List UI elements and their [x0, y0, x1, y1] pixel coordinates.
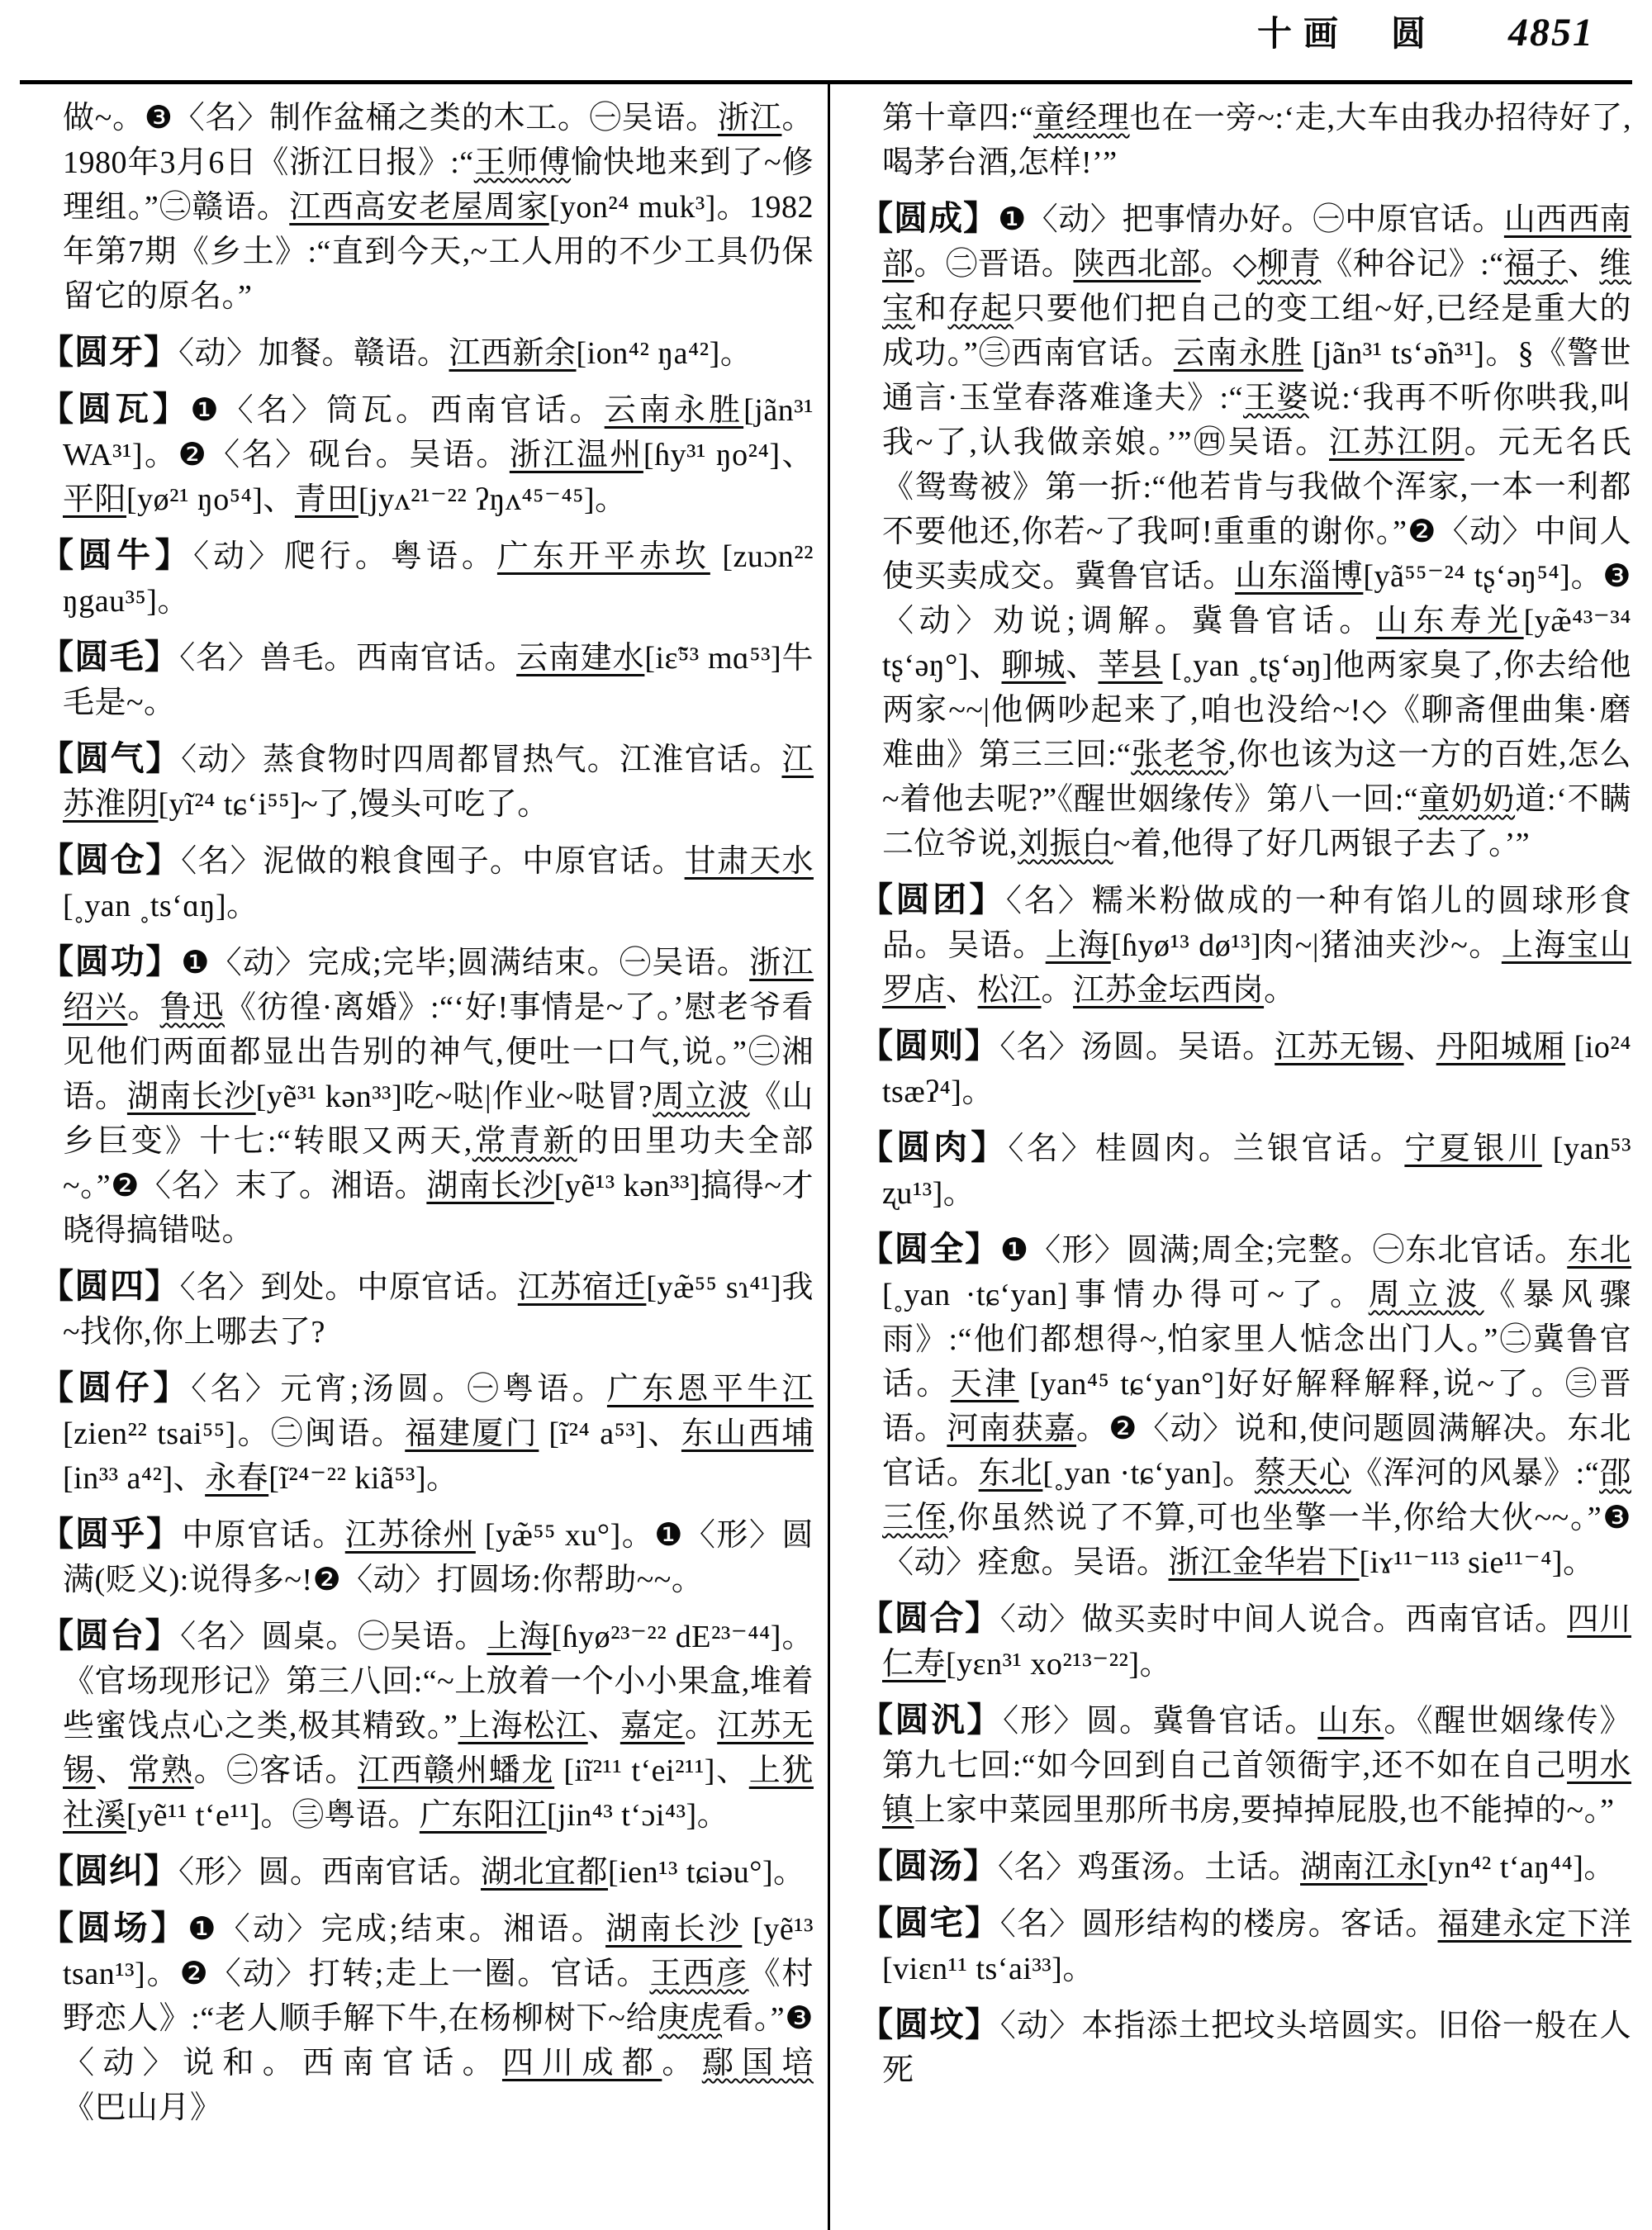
proper-name: 王师傅: [473, 145, 572, 180]
dictionary-entry: 【圆牛】〈动〉爬行。粤语。广东开平赤坎 [zuɔn²² ŋgau³⁵]。: [40, 536, 814, 619]
place-name: 上海: [1045, 928, 1111, 963]
entry-headword: 【圆汤】: [859, 1847, 998, 1885]
place-name: 嘉定: [620, 1709, 686, 1744]
dictionary-entry: 【圆仓】〈名〉泥做的粮食囤子。中原官话。甘肃天水[˳yan ˳ts‘ɑŋ]。: [40, 841, 814, 923]
place-name: 东北: [1567, 1233, 1632, 1268]
entry-headword: 【圆坟】: [859, 2005, 1000, 2043]
entry-headword: 【圆瓦】: [40, 390, 191, 428]
place-name: 常熟: [128, 1753, 194, 1788]
left-column: [40, 96, 814, 2141]
place-name: 江苏徐州: [344, 1518, 476, 1553]
entry-headword: 【圆宅】: [859, 1904, 1000, 1942]
proper-name: 存起: [947, 292, 1014, 326]
entry-headword: 【圆团】: [859, 880, 1006, 918]
place-name: 山西西南部: [882, 202, 1631, 282]
dictionary-entry: 【圆则】〈名〉汤圆。吴语。江苏无锡、丹阳城厢 [io²⁴ tsæʔ⁴]。: [859, 1027, 1631, 1109]
place-name: 甘肃天水: [684, 844, 814, 879]
place-name: 陕西北部: [1073, 247, 1201, 282]
place-name: 福建永定下洋: [1437, 1907, 1631, 1942]
place-name: 江苏江阴: [1329, 425, 1464, 460]
place-name: 广东开平赤坎: [496, 539, 710, 574]
proper-name: 常青新: [472, 1124, 577, 1159]
dictionary-entry: 【圆全】❶〈形〉圆满;周全;完整。㊀东北官话。东北[˳yan ·tɕ‘yan]事情办得可~了。周立波《暴风骤雨》:“他们都想得~,怕家里人惦念出门人。”㊁冀鲁官话。天津 [yan⁴⁵ tɕ‘yan°]好好解释解释,说~了。㊂晋语。河南获嘉。❷〈动〉说和,使问题圆满解决。东北官话。东北[˳yan ·tɕ‘yan]。蔡天心《浑河的风暴》:“邵三侄,你虽然说了不算,可也坐擎一半,你给大伙~~。”❸〈动〉痊愈。吴语。浙江金华岩下[iɤ¹¹⁻¹¹³ sie¹¹⁻⁴]。: [859, 1230, 1632, 1580]
dictionary-entry: 【圆汎】〈形〉圆。冀鲁官话。山东。《醒世姻缘传》第九七回:“如今回到自己首领衙宇,还不如在自己明水镇上家中菜园里那所书房,要掉掉屁股,也不能掉的~。”: [859, 1701, 1631, 1828]
header-stroke-section: 十画: [1256, 16, 1350, 54]
proper-name: 刘振白: [1018, 827, 1113, 861]
place-name: 湖南长沙: [605, 1912, 743, 1947]
entry-headword: 【圆仓】: [40, 841, 182, 879]
entry-headword: 【圆合】: [859, 1599, 1000, 1637]
place-name: 河南获嘉: [947, 1412, 1077, 1446]
dictionary-entry: 【圆肉】〈名〉桂圆肉。兰银官话。宁夏银川 [yan⁵³ ʐu¹³]。: [859, 1128, 1631, 1211]
header-rule: [20, 80, 1632, 84]
place-name: 平阳: [63, 482, 127, 517]
place-name: 东北: [978, 1456, 1043, 1491]
dictionary-entry: 【圆坟】〈动〉本指添土把坟头培圆实。旧俗一般在人死: [859, 2005, 1631, 2088]
entry-headword: 【圆四】: [40, 1267, 180, 1305]
entry-continuation: 第十章四:“童经理也在一旁~:‘走,大车由我办招待好了,喝茅台酒,怎样!’”: [882, 101, 1631, 180]
header-character: 圆: [1390, 16, 1426, 54]
place-name: 江西赣州蟠龙: [358, 1753, 555, 1788]
entry-headword: 【圆气】: [40, 739, 182, 777]
place-name: 湖北宜都: [481, 1855, 609, 1890]
place-name: 莘县: [1098, 648, 1163, 683]
page-number: 4851: [1508, 11, 1594, 55]
place-name: 青田: [294, 482, 358, 517]
proper-name: 鲁迅: [159, 990, 225, 1025]
proper-name: 王婆: [1242, 381, 1309, 415]
page-header: [0, 7, 1594, 56]
dictionary-entry: 【圆气】〈动〉蒸食物时四周都冒热气。江淮官话。江苏淮阴[yĩ²⁴ tɕ‘i⁵⁵]~了,馒头可吃了。: [40, 739, 814, 822]
place-name: 宁夏银川: [1404, 1132, 1542, 1166]
place-name: 山东: [1317, 1704, 1384, 1739]
place-name: 山东寿光: [1375, 604, 1524, 638]
place-name: 江苏无锡: [1275, 1030, 1404, 1065]
place-name: 上犹社溪: [63, 1753, 814, 1833]
proper-name: 蔡天心: [1254, 1456, 1351, 1491]
column-divider: [828, 84, 830, 2230]
place-name: 天津: [950, 1367, 1019, 1402]
proper-name: 王西彦: [649, 1957, 749, 1991]
place-name: 上海: [487, 1620, 552, 1654]
dictionary-entry: 【圆毛】〈名〉兽毛。西南官话。云南建水[iɛ̃⁵³ mɑ⁵³]牛毛是~。: [40, 638, 814, 720]
place-name: 明水镇: [882, 1748, 1631, 1828]
entry-headword: 【圆仔】: [40, 1369, 192, 1407]
entry-headword: 【圆成】: [859, 199, 999, 237]
place-name: 云南永胜: [604, 393, 744, 428]
entry-headword: 【圆纠】: [40, 1852, 178, 1890]
dictionary-entry: 【圆功】❶〈动〉完成;完毕;圆满结束。㊀吴语。浙江绍兴。鲁迅《彷徨·离婚》:“‘好!事情是~了。’慰老爷看见他们两面都显出告别的神气,便吐一口气,说。”㊁湘语。湖南长沙[yẽ³¹ kən³³]吃~哒|作业~哒冒?周立波《山乡巨变》十七:“转眼又两天,常青新的田里功夫全部~。”❷〈名〉末了。湘语。湖南长沙[yẽ¹³ kən³³]搞得~才晓得搞错哒。: [40, 942, 814, 1248]
place-name: 云南建水: [516, 641, 645, 676]
proper-name: 维宝: [882, 247, 1631, 326]
dictionary-entry: 【圆宅】〈名〉圆形结构的楼房。客话。福建永定下洋[viɛn¹¹ ts‘ai³³]。: [859, 1904, 1631, 1986]
dictionary-entry: 【圆成】❶〈动〉把事情办好。㊀中原官话。山西西南部。㊁晋语。陕西北部。◇柳青《种谷记》:“福子、维宝和存起只要他们把自己的变工组~好,已经是重大的成功。”㊂西南官话。云南永胜 [jãn³¹ ts‘ə̃n³¹]。§《警世通言·玉堂春落难逢夫》:“王婆说:‘我再不听你哄我,叫我~了,认我做亲娘。’”㊃吴语。江苏江阴。元无名氏《鸳鸯被》第一折:“他若肯与我做个浑家,一本一利都不要他还,你若~了我呵!重重的谢你。”❷〈动〉中间人使买卖成交。冀鲁官话。山东淄博[yã⁵⁵⁻²⁴ tʂ‘əŋ⁵⁴]。❸〈动〉劝说;调解。冀鲁官话。山东寿光[yæ̃⁴³⁻³⁴ tʂ‘əŋ°]、聊城、莘县 [˳yan ˳tʂ‘əŋ]他两家臭了,你去给他两家~~|他俩吵起来了,咱也没给~!◇《聊斋俚曲集·磨难曲》第三三回:“张老爷,你也该为这一方的百姓,怎么~着他去呢?”《醒世姻缘传》第八一回:“童奶奶道:‘不瞒二位爷说,刘振白~着,他得了好几两银子去了。’”: [859, 199, 1631, 861]
proper-name: 柳青: [1257, 247, 1322, 282]
place-name: 江苏无锡: [63, 1709, 814, 1788]
dictionary-entry: 【圆合】〈动〉做买卖时中间人说合。西南官话。四川仁寿[yɛn³¹ xo²¹³⁻²²]。: [859, 1599, 1631, 1682]
place-name: 山东淄博: [1235, 559, 1364, 594]
entry-headword: 【圆牙】: [40, 333, 178, 371]
entry-headword: 【圆台】: [40, 1616, 181, 1654]
place-name: 四川仁寿: [882, 1602, 1631, 1682]
entry-headword: 【圆汎】: [859, 1701, 1004, 1739]
place-name: 丹阳城厢: [1436, 1030, 1566, 1065]
right-column: [859, 96, 1631, 2104]
entry-headword: 【圆全】: [859, 1230, 1000, 1268]
proper-name: 鄢国培: [701, 2046, 814, 2081]
proper-name: 周立波: [1368, 1278, 1484, 1312]
place-name: 浙江温州: [509, 438, 643, 472]
dictionary-entry: 【圆团】〈名〉糯米粉做成的一种有馅儿的圆球形食品。吴语。上海[ɦyø¹³ dø¹³]肉~|猪油夹沙~。上海宝山罗店、松江。江苏金坛西岗。: [859, 880, 1631, 1008]
place-name: 江苏淮阴: [63, 743, 814, 822]
entry-headword: 【圆乎】: [40, 1515, 183, 1553]
place-name: 浙江: [717, 101, 782, 135]
place-name: 江西高安老屋周家: [289, 190, 549, 225]
dictionary-entry: 【圆瓦】❶〈名〉筒瓦。西南官话。云南永胜[jãn³¹ WA³¹]。❷〈名〉砚台。吴语。浙江温州[ɦy³¹ ŋo²⁴]、平阳[yø²¹ ŋo⁵⁴]、青田[jyʌ²¹⁻²² ʔŋʌ⁴⁵⁻⁴⁵]。: [40, 390, 814, 517]
place-name: 广东阳江: [419, 1798, 547, 1833]
place-name: 浙江金华岩下: [1168, 1545, 1360, 1580]
dictionary-entry: 【圆汤】〈名〉鸡蛋汤。土话。湖南江永[yn⁴² t‘aŋ⁴⁴]。: [859, 1847, 1616, 1885]
place-name: 永春: [205, 1461, 269, 1496]
entry-headword: 【圆牛】: [40, 536, 193, 574]
entry-continuation: 做~。❸〈名〉制作盆桶之类的木工。㊀吴语。浙江。1980年3月6日《浙江日报》:“王师傅愉快地来到了~修理组。”㊁赣语。江西高安老屋周家[yon²⁴ muk³]。1982年第7期《乡土》:“直到今天,~工人用的不少工具仍保留它的原名。”: [63, 101, 814, 314]
place-name: 上海松江: [458, 1709, 588, 1744]
dictionary-entry: 【圆场】❶〈动〉完成;结束。湘语。湖南长沙 [yẽ¹³ tsan¹³]。❷〈动〉打转;走上一圈。官话。王西彦《村野恋人》:“老人顺手解下牛,在杨柳树下~给庚虎看。”❸〈动〉说和。西南官话。四川成都。鄢国培《巴山月》: [40, 1909, 814, 2125]
entry-headword: 【圆场】: [40, 1909, 188, 1947]
place-name: 湖南长沙: [426, 1169, 554, 1203]
proper-name: 庚虎: [657, 2001, 723, 2036]
place-name: 福建厦门: [405, 1416, 539, 1451]
proper-name: 邵三侄: [882, 1456, 1631, 1535]
proper-name: 童经理: [1033, 101, 1130, 135]
entry-headword: 【圆则】: [859, 1027, 1000, 1065]
place-name: 湖南长沙: [126, 1079, 256, 1114]
dictionary-entry: 【圆纠】〈形〉圆。西南官话。湖北宜都[ien¹³ tɕiəu°]。: [40, 1852, 805, 1890]
entry-headword: 【圆功】: [40, 942, 182, 980]
dictionary-entry: 【圆四】〈名〉到处。中原官话。江苏宿迁[yæ̃⁵⁵ sɿ⁴¹]我~找你,你上哪去了?: [40, 1267, 814, 1350]
proper-name: 福子: [1503, 247, 1568, 282]
place-name: 上海宝山罗店: [882, 928, 1631, 1008]
place-name: 云南永胜: [1173, 336, 1303, 371]
proper-name: 张老爷: [1131, 738, 1228, 772]
dictionary-entry: 【圆仔】〈名〉元宵;汤圆。㊀粤语。广东恩平牛江[zien²² tsai⁵⁵]。㊁闽语。福建厦门 [ĩ²⁴ a⁵³]、东山西埔[in³³ a⁴²]、永春[ĩ²⁴⁻²² kiã⁵³]。: [40, 1369, 814, 1496]
place-name: 江西新余: [449, 336, 577, 371]
entry-headword: 【圆肉】: [859, 1128, 1009, 1166]
place-name: 聊城: [1001, 648, 1066, 683]
place-name: 广东恩平牛江: [606, 1372, 814, 1407]
proper-name: 周立波: [653, 1079, 750, 1114]
place-name: 浙江绍兴: [63, 946, 814, 1025]
dictionary-entry: 【圆乎】中原官话。江苏徐州 [yæ̃⁵⁵ xu°]。❶〈形〉圆满(贬义):说得多~!❷〈动〉打圆场:你帮助~~。: [40, 1515, 814, 1597]
dictionary-entry: 【圆牙】〈动〉加餐。赣语。江西新余[ion⁴² ŋa⁴²]。: [40, 333, 752, 371]
dictionary-entry: 【圆台】〈名〉圆桌。㊀吴语。上海[ɦyø²³⁻²² dE²³⁻⁴⁴]。《官场现形记》第三八回:“~上放着一个小小果盒,堆着些蜜饯点心之类,极其精致。”上海松江、嘉定。江苏无锡、常熟。㊁客话。江西赣州蟠龙 [iĩ²¹¹ t‘ei²¹¹]、上犹社溪[yẽ¹¹ t‘e¹¹]。㊂粤语。广东阳江[jin⁴³ t‘ɔi⁴³]。: [40, 1616, 814, 1833]
proper-name: 童奶奶: [1418, 782, 1516, 817]
place-name: 江苏宿迁: [517, 1270, 647, 1305]
place-name: 松江: [977, 973, 1042, 1008]
entry-headword: 【圆毛】: [40, 638, 180, 676]
place-name: 湖南江永: [1300, 1850, 1428, 1885]
place-name: 东山西埔: [681, 1416, 814, 1451]
place-name: 四川成都: [501, 2046, 662, 2081]
place-name: 江苏金坛西岗: [1073, 973, 1265, 1008]
